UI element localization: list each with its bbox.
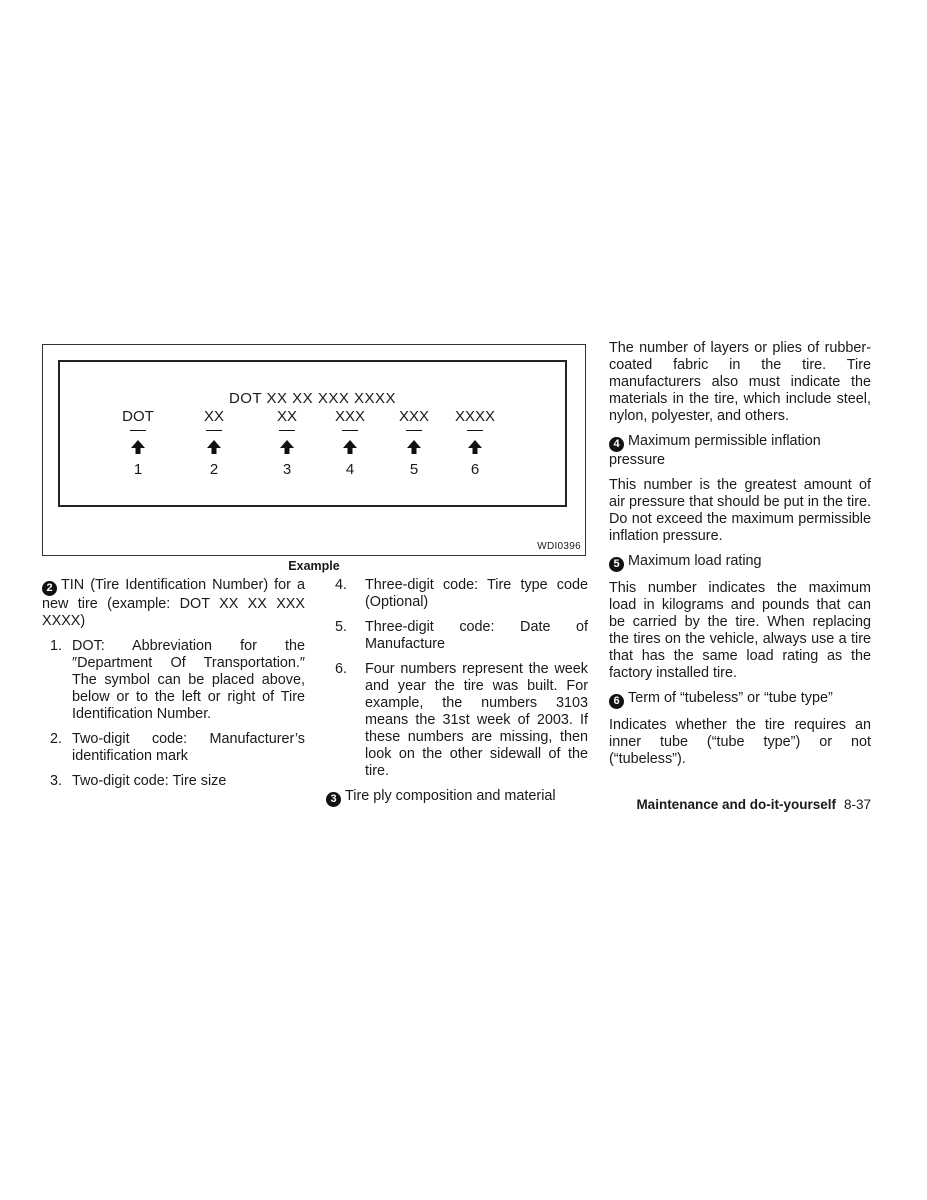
code-underline <box>279 430 295 431</box>
list-item-text: Three-digit code: Tire type code (Optional) <box>365 577 588 610</box>
list-item <box>326 661 588 780</box>
list-item-text: DOT: Abbreviation for the ″Department Of Transportation.″ The symbol can be placed above, below or to the left or right of Tire Identification Number. <box>72 638 305 722</box>
text-column-1 <box>42 577 305 798</box>
code-underline <box>206 430 222 431</box>
code-underline <box>467 430 483 431</box>
code-number: 6 <box>470 461 480 478</box>
circled-number-2-icon: 2 <box>42 581 57 596</box>
inflation-paragraph: This number is the greatest amount of air pressure that should be put in the tire. Do not exceed the maximum permissible inflation pressure. <box>609 477 871 544</box>
list-item <box>326 619 588 653</box>
figure-diagram-box <box>58 360 567 507</box>
code-column-2 <box>179 408 249 479</box>
list-item <box>42 773 305 790</box>
tube-paragraph: Indicates whether the tire requires an inner tube (“tube type”) or not (“tubeless”). <box>609 717 871 767</box>
load-paragraph: This number indicates the maximum load in kilograms and pounds that can be carried by the tire. When replacing the tires on the vehicle, always use a tire that has the same load rating as the factory installed tire. <box>609 580 871 681</box>
code-column-6 <box>440 408 510 479</box>
list-item <box>42 638 305 723</box>
figure-code: WDI0396 <box>537 541 581 552</box>
dot-example-line: DOT XX XX XXX XXXX <box>228 390 397 407</box>
load-heading <box>609 553 871 572</box>
code-number: 5 <box>409 461 419 478</box>
ply-paragraph: The number of layers or plies of rubber-coated fabric in the tire. Tire manufacturers also must indicate the materials in the tire, which include steel, nylon, polyester, and others. <box>609 340 871 424</box>
code-label: XXX <box>398 408 429 425</box>
list-item-number: 1. <box>50 638 63 654</box>
list-item-text: Two-digit code: Manufacturer’s identification mark <box>72 731 305 764</box>
code-label: XXX <box>334 408 365 425</box>
list-item-number: 6. <box>335 661 348 677</box>
code-label: XX <box>276 408 297 425</box>
code-column-4 <box>315 408 385 479</box>
up-arrow-icon <box>206 439 222 455</box>
tin-intro-paragraph <box>42 577 305 630</box>
list-item-number: 3. <box>50 773 63 789</box>
tire-id-figure <box>42 344 586 556</box>
code-column-3 <box>252 408 322 479</box>
code-number: 3 <box>282 461 292 478</box>
list-item-text: Three-digit code: Date of Manufacture <box>365 619 588 652</box>
text-column-2 <box>326 577 588 815</box>
circled-number-4-icon: 4 <box>609 437 624 452</box>
circled-number-6-icon: 6 <box>609 694 624 709</box>
section-title: Maintenance and do-it-yourself <box>636 797 836 812</box>
code-label: XXXX <box>454 408 496 425</box>
code-number: 1 <box>133 461 143 478</box>
ply-heading-text: Tire ply composition and material <box>345 788 556 804</box>
page-number: 8-37 <box>843 797 871 812</box>
code-column-5 <box>379 408 449 479</box>
ply-heading <box>326 788 588 807</box>
load-heading-text: Maximum load rating <box>628 553 762 569</box>
page-footer <box>560 797 871 812</box>
up-arrow-icon <box>130 439 146 455</box>
list-item <box>42 731 305 765</box>
up-arrow-icon <box>467 439 483 455</box>
code-underline <box>130 430 146 431</box>
up-arrow-icon <box>279 439 295 455</box>
tube-heading-text: Term of “tubeless” or “tube type” <box>628 690 833 706</box>
list-item-number: 5. <box>335 619 348 635</box>
figure-caption: Example <box>288 559 340 573</box>
circled-number-5-icon: 5 <box>609 557 624 572</box>
list-item-text: Four numbers represent the week and year the tire was built. For example, the numbers 3103 means the 31st week of 2003. If these numbers are missing, then look on the other sidewall of the tire. <box>365 661 588 779</box>
code-number: 4 <box>345 461 355 478</box>
code-label: XX <box>203 408 224 425</box>
list-item-number: 4. <box>335 577 348 593</box>
code-column-1 <box>103 408 173 479</box>
list-item-number: 2. <box>50 731 63 747</box>
code-underline <box>342 430 358 431</box>
text-column-3 <box>609 340 871 776</box>
tube-heading <box>609 690 871 709</box>
list-item <box>326 577 588 611</box>
up-arrow-icon <box>342 439 358 455</box>
code-underline <box>406 430 422 431</box>
code-number: 2 <box>209 461 219 478</box>
up-arrow-icon <box>406 439 422 455</box>
inflation-heading <box>609 433 871 469</box>
inflation-heading-text: Maximum permissible inflation pressure <box>609 433 821 468</box>
circled-number-3-icon: 3 <box>326 792 341 807</box>
code-label: DOT <box>122 408 154 425</box>
tin-intro-text: TIN (Tire Identification Number) for a new tire (example: DOT XX XX XXX XXXX) <box>42 577 305 629</box>
list-item-text: Two-digit code: Tire size <box>72 773 227 789</box>
